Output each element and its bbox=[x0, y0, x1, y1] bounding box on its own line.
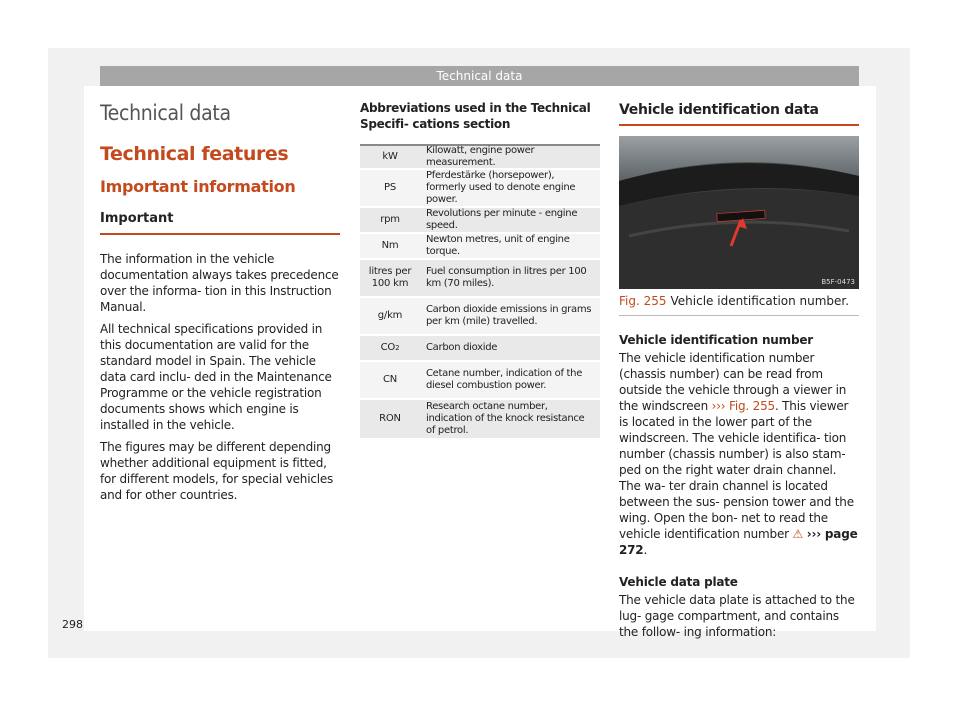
table-row bbox=[360, 170, 600, 208]
table-cell-key: kW bbox=[382, 151, 398, 162]
table-row bbox=[360, 400, 600, 440]
subsection-title: Important information bbox=[100, 177, 296, 196]
table-row bbox=[360, 146, 600, 170]
vin-text-continued: . This viewer is located in the lower part of the windscreen. The vehicle identifica- tion number (chassis number) is also stam- ped on the right water drain channel. The wa- ter drain channel is located between the sus- pension tower and the wing. Open the bon- net to read the vehicle identification number bbox=[619, 399, 854, 541]
table-cell-key: litres per 100 km bbox=[368, 266, 412, 289]
windscreen-photo-icon bbox=[619, 136, 859, 289]
table-row bbox=[360, 260, 600, 298]
table-row bbox=[360, 298, 600, 336]
co2-subscript: 2 bbox=[395, 344, 400, 352]
vin-text-end: . bbox=[643, 543, 648, 557]
table-row bbox=[360, 208, 600, 234]
table-cell-key: g/km bbox=[377, 310, 403, 321]
paragraph: All technical specifications provided in this documentation are valid for the standard model in Spain. The vehicle data card inclu- ded in the Maintenance Programme or the vehicle registration documents shows which engine is installed in the vehicle. bbox=[100, 322, 332, 432]
table-cell-value: Fuel consumption in litres per 100 km (70 miles). bbox=[426, 266, 587, 289]
table-cell-value: Cetane number, indication of the diesel combustion power. bbox=[426, 368, 583, 391]
table-cell-value: Pferdestärke (horsepower), formerly used to denote engine power. bbox=[426, 170, 576, 205]
figure-caption-text: Vehicle identification number. bbox=[670, 294, 850, 308]
page-link[interactable]: ››› page 272 bbox=[619, 527, 858, 557]
table-row bbox=[360, 234, 600, 260]
windscreen-figure bbox=[619, 136, 859, 289]
plate-heading: Vehicle data plate bbox=[619, 575, 738, 589]
table-cell-value: Research octane number, indication of the knock resistance of petrol. bbox=[426, 401, 585, 436]
vin-heading: Vehicle identification number bbox=[619, 333, 813, 347]
table-cell-key bbox=[360, 336, 420, 360]
table-row bbox=[360, 362, 600, 400]
plate-paragraph: The vehicle data plate is attached to the lug- gage compartment, and contains the follow- ing information: bbox=[619, 593, 855, 639]
table-row bbox=[360, 336, 600, 362]
figure-link[interactable]: Fig. 255 bbox=[729, 399, 775, 413]
vin-paragraph bbox=[619, 350, 859, 558]
chapter-title: Technical data bbox=[100, 101, 231, 125]
column-right bbox=[619, 100, 859, 640]
table-cell-value: Carbon dioxide bbox=[426, 342, 498, 353]
abbreviations-table bbox=[360, 144, 600, 440]
paragraph: The information in the vehicle documentation always takes precedence over the informa- tion in this Instruction Manual. bbox=[100, 252, 339, 314]
abbreviations-title: Abbreviations used in the Technical Specifi- cations section bbox=[360, 101, 591, 131]
column-left bbox=[100, 100, 340, 503]
table-cell-key: PS bbox=[384, 182, 396, 193]
table-cell-key: RON bbox=[379, 413, 401, 424]
page-number: 298 bbox=[62, 618, 83, 631]
figure-caption bbox=[619, 289, 859, 316]
figure-label: Fig. 255 bbox=[619, 294, 667, 308]
paragraph: The figures may be different depending whether additional equipment is fitted, for different models, for special vehicles and for other countries. bbox=[100, 440, 334, 502]
divider bbox=[100, 233, 340, 235]
co2-main: CO bbox=[380, 342, 396, 353]
topic-title: Important bbox=[100, 211, 174, 226]
table-cell-key: Nm bbox=[381, 240, 399, 251]
warning-icon: ⚠ bbox=[792, 527, 804, 541]
column-middle bbox=[360, 100, 600, 440]
section-title: Vehicle identification data bbox=[619, 102, 819, 118]
vin-text: The vehicle identification number (chassis number) can be read from outside the vehicle through a viewer in the windscreen bbox=[619, 351, 847, 413]
table-cell-value: Revolutions per minute - engine speed. bbox=[426, 208, 578, 231]
table-cell-value: Carbon dioxide emissions in grams per km (mile) travelled. bbox=[426, 304, 592, 327]
divider bbox=[619, 124, 859, 126]
table-cell-value: Kilowatt, engine power measurement. bbox=[426, 145, 535, 168]
table-cell-value: Newton metres, unit of engine torque. bbox=[426, 234, 570, 257]
table-cell-key: rpm bbox=[380, 214, 400, 225]
running-header: Technical data bbox=[100, 66, 859, 86]
figure-code: B5F-0473 bbox=[821, 278, 855, 286]
table-cell-key: CN bbox=[382, 374, 398, 385]
section-title: Technical features bbox=[100, 143, 289, 165]
link-arrows: ››› bbox=[711, 399, 726, 413]
